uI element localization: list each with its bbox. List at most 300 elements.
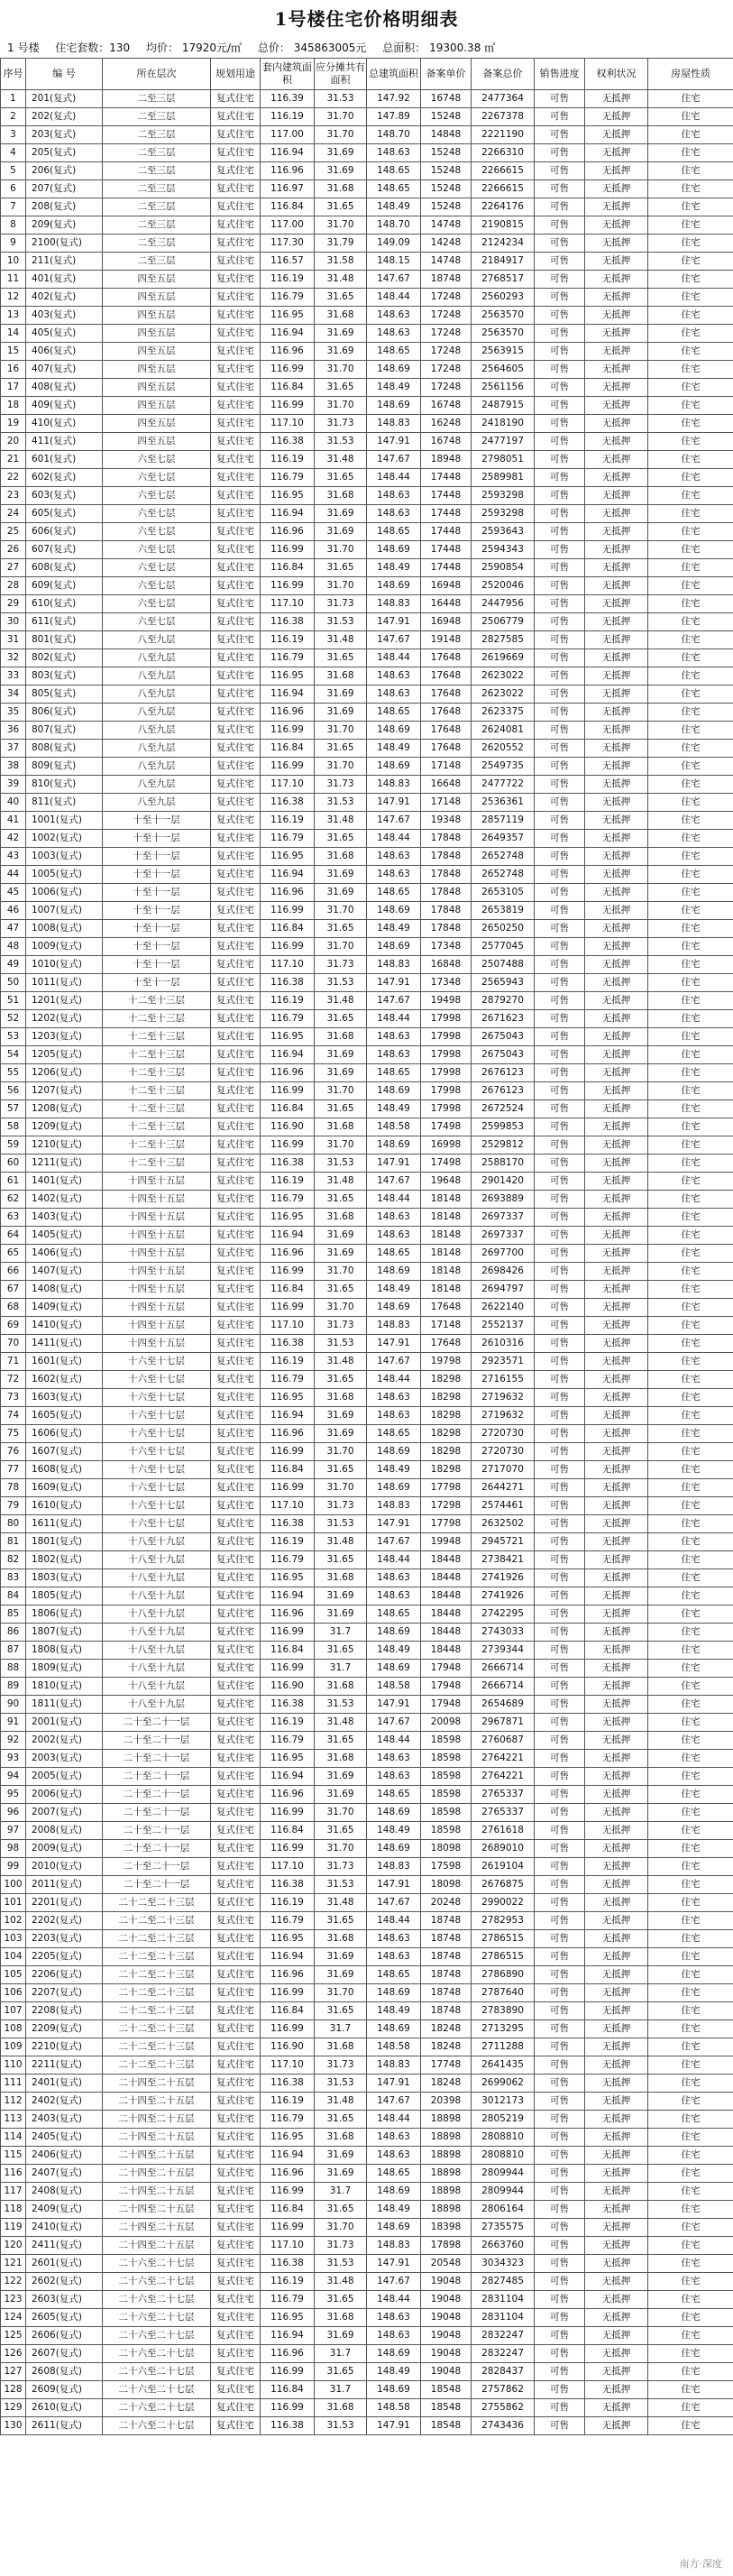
- cell-col-floor: 二十二至二十三层: [103, 2038, 211, 2056]
- cell-col-index: 7: [1, 198, 26, 216]
- cell-col-sale-status: 可售: [535, 1551, 585, 1569]
- cell-col-shared-area: 31.48: [315, 812, 367, 830]
- cell-col-unit-price: 17998: [421, 1010, 472, 1028]
- cell-col-sale-status: 可售: [535, 2345, 585, 2363]
- cell-col-property-type: 住宅: [648, 559, 733, 577]
- cell-col-total-area: 148.63: [367, 685, 421, 704]
- cell-col-unit-price: 18898: [421, 2111, 472, 2129]
- table-row: [1, 1515, 733, 1533]
- table-row: [1, 1750, 733, 1768]
- table-row: [1, 1317, 733, 1335]
- cell-col-index: 29: [1, 595, 26, 613]
- cell-col-rights: 无抵押: [585, 1894, 648, 1912]
- cell-col-rights: 无抵押: [585, 1551, 648, 1569]
- cell-col-property-type: 住宅: [648, 1407, 733, 1425]
- cell-col-shared-area: 31.69: [315, 866, 367, 884]
- cell-col-total-area: 148.69: [367, 1840, 421, 1858]
- cell-col-unit-price: 16248: [421, 415, 472, 433]
- cell-col-total-area: 148.63: [367, 2327, 421, 2345]
- cell-col-property-type: 住宅: [648, 1822, 733, 1840]
- cell-col-unit-price: 20398: [421, 2093, 472, 2111]
- cell-col-usage: 复式住宅: [211, 198, 261, 216]
- cell-col-code: 2607(复式): [26, 2345, 103, 2363]
- table-row: [1, 1984, 733, 2002]
- cell-col-property-type: 住宅: [648, 2273, 733, 2291]
- cell-col-inner-area: 116.38: [261, 1515, 315, 1533]
- cell-col-floor: 二十四至二十五层: [103, 2237, 211, 2255]
- cell-col-code: 2003(复式): [26, 1750, 103, 1768]
- cell-col-total-price: 2561156: [472, 379, 535, 397]
- cell-col-property-type: 住宅: [648, 1840, 733, 1858]
- table-row: [1, 992, 733, 1010]
- cell-col-usage: 复式住宅: [211, 1876, 261, 1894]
- cell-col-floor: 二十二至二十三层: [103, 2002, 211, 2020]
- cell-col-property-type: 住宅: [648, 2417, 733, 2435]
- cell-col-total-price: 2619104: [472, 1858, 535, 1876]
- cell-col-total-price: 2588170: [472, 1155, 535, 1173]
- cell-col-index: 120: [1, 2237, 26, 2255]
- cell-col-total-price: 2831104: [472, 2309, 535, 2327]
- cell-col-total-area: 148.83: [367, 2237, 421, 2255]
- cell-col-sale-status: 可售: [535, 325, 585, 343]
- cell-col-shared-area: 31.70: [315, 577, 367, 595]
- cell-col-unit-price: 18598: [421, 1786, 472, 1804]
- table-row: [1, 1227, 733, 1245]
- cell-col-code: 603(复式): [26, 487, 103, 505]
- table-row: [1, 1100, 733, 1118]
- cell-col-total-area: 149.09: [367, 235, 421, 253]
- cell-col-total-area: 148.69: [367, 2219, 421, 2237]
- cell-col-total-price: 2697700: [472, 1245, 535, 1263]
- cell-col-floor: 六至七层: [103, 469, 211, 487]
- cell-col-rights: 无抵押: [585, 1371, 648, 1389]
- cell-col-total-price: 2990022: [472, 1894, 535, 1912]
- table-row: [1, 289, 733, 307]
- cell-col-property-type: 住宅: [648, 613, 733, 631]
- cell-col-sale-status: 可售: [535, 1479, 585, 1497]
- cell-col-index: 54: [1, 1046, 26, 1064]
- cell-col-sale-status: 可售: [535, 1768, 585, 1786]
- cell-col-inner-area: 116.94: [261, 1407, 315, 1425]
- cell-col-property-type: 住宅: [648, 1858, 733, 1876]
- cell-col-sale-status: 可售: [535, 1804, 585, 1822]
- cell-col-floor: 十二至十三层: [103, 1046, 211, 1064]
- cell-col-floor: 十八至十九层: [103, 1660, 211, 1678]
- cell-col-inner-area: 116.79: [261, 289, 315, 307]
- cell-col-shared-area: 31.73: [315, 776, 367, 794]
- cell-col-index: 32: [1, 649, 26, 667]
- cell-col-property-type: 住宅: [648, 2345, 733, 2363]
- cell-col-total-price: 2623375: [472, 704, 535, 722]
- cell-col-rights: 无抵押: [585, 2417, 648, 2435]
- cell-col-shared-area: 31.65: [315, 1100, 367, 1118]
- cell-col-rights: 无抵押: [585, 1569, 648, 1587]
- cell-col-index: 123: [1, 2291, 26, 2309]
- cell-col-total-price: 2672524: [472, 1100, 535, 1118]
- cell-col-total-area: 148.49: [367, 1281, 421, 1299]
- cell-col-usage: 复式住宅: [211, 1750, 261, 1768]
- table-row: [1, 505, 733, 523]
- cell-col-code: 601(复式): [26, 451, 103, 469]
- cell-col-inner-area: 116.99: [261, 2183, 315, 2201]
- cell-col-shared-area: 31.53: [315, 2075, 367, 2093]
- cell-col-inner-area: 116.84: [261, 198, 315, 216]
- cell-col-total-area: 148.69: [367, 1136, 421, 1155]
- cell-col-unit-price: 19048: [421, 2291, 472, 2309]
- cell-col-inner-area: 116.95: [261, 1569, 315, 1587]
- cell-col-index: 126: [1, 2345, 26, 2363]
- cell-col-usage: 复式住宅: [211, 523, 261, 541]
- table-row: [1, 649, 733, 667]
- cell-col-total-area: 148.63: [367, 866, 421, 884]
- cell-col-index: 102: [1, 1912, 26, 1930]
- table-row: [1, 1840, 733, 1858]
- table-row: [1, 2129, 733, 2147]
- cell-col-rights: 无抵押: [585, 271, 648, 289]
- cell-col-sale-status: 可售: [535, 1335, 585, 1353]
- cell-col-usage: 复式住宅: [211, 2255, 261, 2273]
- cell-col-sale-status: 可售: [535, 2093, 585, 2111]
- cell-col-floor: 二十二至二十三层: [103, 1894, 211, 1912]
- cell-col-unit-price: 18098: [421, 1876, 472, 1894]
- cell-col-sale-status: 可售: [535, 1858, 585, 1876]
- cell-col-total-area: 147.67: [367, 631, 421, 649]
- cell-col-rights: 无抵押: [585, 812, 648, 830]
- cell-col-floor: 二十六至二十七层: [103, 2309, 211, 2327]
- cell-col-total-price: 2221190: [472, 126, 535, 144]
- cell-col-usage: 复式住宅: [211, 1281, 261, 1299]
- cell-col-total-area: 148.63: [367, 2309, 421, 2327]
- cell-col-index: 22: [1, 469, 26, 487]
- cell-col-code: 2008(复式): [26, 1822, 103, 1840]
- cell-col-usage: 复式住宅: [211, 2381, 261, 2399]
- cell-col-floor: 二十至二十一层: [103, 1876, 211, 1894]
- cell-col-usage: 复式住宅: [211, 1624, 261, 1642]
- cell-col-code: 1007(复式): [26, 902, 103, 920]
- cell-col-code: 802(复式): [26, 649, 103, 667]
- cell-col-rights: 无抵押: [585, 848, 648, 866]
- cell-col-unit-price: 15248: [421, 108, 472, 126]
- cell-col-shared-area: 31.69: [315, 1245, 367, 1263]
- cell-col-inner-area: 116.94: [261, 1227, 315, 1245]
- cell-col-total-price: 2652748: [472, 848, 535, 866]
- cell-col-code: 2610(复式): [26, 2399, 103, 2417]
- cell-col-property-type: 住宅: [648, 1082, 733, 1100]
- cell-col-inner-area: 116.79: [261, 2111, 315, 2129]
- cell-col-usage: 复式住宅: [211, 1046, 261, 1064]
- unit-count: 住宅套数：130: [55, 41, 131, 54]
- cell-col-usage: 复式住宅: [211, 1786, 261, 1804]
- cell-col-unit-price: 17848: [421, 830, 472, 848]
- cell-col-code: 1409(复式): [26, 1299, 103, 1317]
- cell-col-rights: 无抵押: [585, 126, 648, 144]
- cell-col-code: 1006(复式): [26, 884, 103, 902]
- cell-col-total-area: 148.65: [367, 1425, 421, 1443]
- cell-col-usage: 复式住宅: [211, 1425, 261, 1443]
- cell-col-sale-status: 可售: [535, 2237, 585, 2255]
- cell-col-code: 2006(复式): [26, 1786, 103, 1804]
- cell-col-total-price: 2264176: [472, 198, 535, 216]
- cell-col-unit-price: 17798: [421, 1515, 472, 1533]
- cell-col-inner-area: 116.97: [261, 180, 315, 198]
- cell-col-floor: 二十四至二十五层: [103, 2111, 211, 2129]
- cell-col-total-area: 148.58: [367, 2399, 421, 2417]
- cell-col-shared-area: 31.68: [315, 2129, 367, 2147]
- cell-col-sale-status: 可售: [535, 289, 585, 307]
- cell-col-sale-status: 可售: [535, 1605, 585, 1624]
- cell-col-inner-area: 117.10: [261, 415, 315, 433]
- cell-col-total-area: 148.49: [367, 2363, 421, 2381]
- cell-col-inner-area: 117.10: [261, 2056, 315, 2075]
- table-row: [1, 902, 733, 920]
- table-row: [1, 794, 733, 812]
- cell-col-code: 1010(复式): [26, 956, 103, 974]
- cell-col-usage: 复式住宅: [211, 1479, 261, 1497]
- cell-col-rights: 无抵押: [585, 2020, 648, 2038]
- cell-col-usage: 复式住宅: [211, 2363, 261, 2381]
- cell-col-shared-area: 31.70: [315, 361, 367, 379]
- cell-col-property-type: 住宅: [648, 1642, 733, 1660]
- cell-col-sale-status: 可售: [535, 1100, 585, 1118]
- cell-col-total-area: 148.69: [367, 1660, 421, 1678]
- cell-col-shared-area: 31.7: [315, 2183, 367, 2201]
- cell-col-total-area: 148.83: [367, 415, 421, 433]
- cell-col-shared-area: 31.70: [315, 1443, 367, 1461]
- cell-col-rights: 无抵押: [585, 1948, 648, 1966]
- table-row: [1, 2363, 733, 2381]
- cell-col-property-type: 住宅: [648, 1299, 733, 1317]
- cell-col-usage: 复式住宅: [211, 1100, 261, 1118]
- cell-col-code: 1605(复式): [26, 1407, 103, 1425]
- cell-col-sale-status: 可售: [535, 1948, 585, 1966]
- cell-col-sale-status: 可售: [535, 144, 585, 162]
- cell-col-total-area: 148.49: [367, 2002, 421, 2020]
- cell-col-total-area: 148.83: [367, 1317, 421, 1335]
- watermark-text: 南方·深度: [679, 2558, 722, 2570]
- cell-col-sale-status: 可售: [535, 1587, 585, 1605]
- cell-col-code: 2408(复式): [26, 2183, 103, 2201]
- cell-col-property-type: 住宅: [648, 541, 733, 559]
- cell-col-code: 2403(复式): [26, 2111, 103, 2129]
- cell-col-unit-price: 18548: [421, 2417, 472, 2435]
- cell-col-floor: 四至五层: [103, 379, 211, 397]
- cell-col-sale-status: 可售: [535, 722, 585, 740]
- cell-col-rights: 无抵押: [585, 505, 648, 523]
- cell-col-floor: 十六至十七层: [103, 1371, 211, 1389]
- cell-col-total-area: 148.44: [367, 1912, 421, 1930]
- cell-col-code: 2401(复式): [26, 2075, 103, 2093]
- cell-col-floor: 十四至十五层: [103, 1317, 211, 1335]
- cell-col-code: 2209(复式): [26, 2020, 103, 2038]
- cell-col-index: 14: [1, 325, 26, 343]
- cell-col-unit-price: 17448: [421, 487, 472, 505]
- cell-col-sale-status: 可售: [535, 1173, 585, 1191]
- header-col-total-area: 总建筑面积: [367, 59, 421, 90]
- cell-col-shared-area: 31.68: [315, 1118, 367, 1136]
- cell-col-unit-price: 17148: [421, 758, 472, 776]
- cell-col-code: 202(复式): [26, 108, 103, 126]
- cell-col-property-type: 住宅: [648, 1155, 733, 1173]
- cell-col-unit-price: 18298: [421, 1443, 472, 1461]
- table-row: [1, 1010, 733, 1028]
- cell-col-floor: 十四至十五层: [103, 1335, 211, 1353]
- cell-col-unit-price: 19048: [421, 2309, 472, 2327]
- cell-col-rights: 无抵押: [585, 1696, 648, 1714]
- cell-col-usage: 复式住宅: [211, 812, 261, 830]
- table-row: [1, 974, 733, 992]
- cell-col-rights: 无抵押: [585, 1028, 648, 1046]
- cell-col-property-type: 住宅: [648, 343, 733, 361]
- cell-col-code: 1610(复式): [26, 1497, 103, 1515]
- cell-col-index: 110: [1, 2056, 26, 2075]
- cell-col-code: 2100(复式): [26, 235, 103, 253]
- cell-col-total-price: 2967871: [472, 1714, 535, 1732]
- cell-col-total-price: 2741926: [472, 1569, 535, 1587]
- cell-col-index: 57: [1, 1100, 26, 1118]
- cell-col-index: 58: [1, 1118, 26, 1136]
- cell-col-shared-area: 31.65: [315, 559, 367, 577]
- table-row: [1, 559, 733, 577]
- cell-col-usage: 复式住宅: [211, 2056, 261, 2075]
- cell-col-total-price: 2805219: [472, 2111, 535, 2129]
- cell-col-code: 2203(复式): [26, 1930, 103, 1948]
- cell-col-floor: 十至十一层: [103, 884, 211, 902]
- cell-col-rights: 无抵押: [585, 2129, 648, 2147]
- cell-col-sale-status: 可售: [535, 271, 585, 289]
- cell-col-usage: 复式住宅: [211, 1804, 261, 1822]
- cell-col-inner-area: 117.10: [261, 956, 315, 974]
- table-row: [1, 920, 733, 938]
- table-row: [1, 1209, 733, 1227]
- cell-col-shared-area: 31.68: [315, 1389, 367, 1407]
- cell-col-usage: 复式住宅: [211, 2093, 261, 2111]
- cell-col-usage: 复式住宅: [211, 2165, 261, 2183]
- table-row: [1, 1335, 733, 1353]
- cell-col-total-price: 2599853: [472, 1118, 535, 1136]
- cell-col-inner-area: 116.95: [261, 667, 315, 685]
- cell-col-total-area: 148.69: [367, 1082, 421, 1100]
- cell-col-property-type: 住宅: [648, 740, 733, 758]
- cell-col-total-price: 2808810: [472, 2129, 535, 2147]
- cell-col-code: 1202(复式): [26, 1010, 103, 1028]
- cell-col-total-area: 148.63: [367, 1750, 421, 1768]
- cell-col-total-price: 2649357: [472, 830, 535, 848]
- cell-col-unit-price: 18398: [421, 2219, 472, 2237]
- cell-col-inner-area: 116.99: [261, 902, 315, 920]
- cell-col-usage: 复式住宅: [211, 577, 261, 595]
- cell-col-property-type: 住宅: [648, 198, 733, 216]
- cell-col-index: 99: [1, 1858, 26, 1876]
- cell-col-code: 207(复式): [26, 180, 103, 198]
- cell-col-total-area: 148.63: [367, 1587, 421, 1605]
- cell-col-floor: 二十至二十一层: [103, 1858, 211, 1876]
- cell-col-code: 1803(复式): [26, 1569, 103, 1587]
- cell-col-floor: 四至五层: [103, 343, 211, 361]
- cell-col-total-price: 2827485: [472, 2273, 535, 2291]
- cell-col-sale-status: 可售: [535, 2309, 585, 2327]
- table-row: [1, 343, 733, 361]
- cell-col-property-type: 住宅: [648, 1209, 733, 1227]
- cell-col-unit-price: 17248: [421, 343, 472, 361]
- cell-col-sale-status: 可售: [535, 415, 585, 433]
- cell-col-unit-price: 17898: [421, 2237, 472, 2255]
- cell-col-usage: 复式住宅: [211, 1245, 261, 1263]
- cell-col-rights: 无抵押: [585, 1840, 648, 1858]
- cell-col-total-price: 2641435: [472, 2056, 535, 2075]
- cell-col-floor: 二至三层: [103, 126, 211, 144]
- cell-col-rights: 无抵押: [585, 2273, 648, 2291]
- cell-col-total-price: 2563915: [472, 343, 535, 361]
- table-row: [1, 631, 733, 649]
- cell-col-rights: 无抵押: [585, 1046, 648, 1064]
- cell-col-total-price: 2564605: [472, 361, 535, 379]
- cell-col-index: 64: [1, 1227, 26, 1245]
- cell-col-sale-status: 可售: [535, 1497, 585, 1515]
- cell-col-sale-status: 可售: [535, 992, 585, 1010]
- cell-col-unit-price: 17998: [421, 1046, 472, 1064]
- cell-col-total-area: 148.69: [367, 1443, 421, 1461]
- cell-col-total-area: 148.69: [367, 1984, 421, 2002]
- cell-col-usage: 复式住宅: [211, 397, 261, 415]
- cell-col-property-type: 住宅: [648, 1732, 733, 1750]
- cell-col-property-type: 住宅: [648, 776, 733, 794]
- cell-col-unit-price: 19048: [421, 2273, 472, 2291]
- cell-col-shared-area: 31.48: [315, 2273, 367, 2291]
- cell-col-sale-status: 可售: [535, 433, 585, 451]
- cell-col-usage: 复式住宅: [211, 1678, 261, 1696]
- cell-col-index: 104: [1, 1948, 26, 1966]
- cell-col-total-area: 148.65: [367, 1605, 421, 1624]
- cell-col-unit-price: 17498: [421, 1155, 472, 1173]
- cell-col-rights: 无抵押: [585, 523, 648, 541]
- cell-col-rights: 无抵押: [585, 2345, 648, 2363]
- cell-col-index: 72: [1, 1371, 26, 1389]
- cell-col-shared-area: 31.65: [315, 289, 367, 307]
- cell-col-property-type: 住宅: [648, 830, 733, 848]
- cell-col-sale-status: 可售: [535, 1353, 585, 1371]
- cell-col-usage: 复式住宅: [211, 1389, 261, 1407]
- cell-col-property-type: 住宅: [648, 812, 733, 830]
- cell-col-unit-price: 18448: [421, 1624, 472, 1642]
- header-col-floor: 所在层次: [103, 59, 211, 90]
- cell-col-unit-price: 17448: [421, 523, 472, 541]
- cell-col-usage: 复式住宅: [211, 1515, 261, 1533]
- cell-col-code: 403(复式): [26, 307, 103, 325]
- cell-col-index: 96: [1, 1804, 26, 1822]
- cell-col-usage: 复式住宅: [211, 1551, 261, 1569]
- cell-col-usage: 复式住宅: [211, 144, 261, 162]
- cell-col-inner-area: 116.84: [261, 2201, 315, 2219]
- cell-col-shared-area: 31.65: [315, 379, 367, 397]
- cell-col-unit-price: 15248: [421, 180, 472, 198]
- cell-col-floor: 四至五层: [103, 325, 211, 343]
- cell-col-total-area: 148.63: [367, 325, 421, 343]
- cell-col-sale-status: 可售: [535, 938, 585, 956]
- cell-col-property-type: 住宅: [648, 1569, 733, 1587]
- cell-col-usage: 复式住宅: [211, 1533, 261, 1551]
- cell-col-shared-area: 31.70: [315, 758, 367, 776]
- cell-col-property-type: 住宅: [648, 1191, 733, 1209]
- cell-col-unit-price: 17798: [421, 1479, 472, 1497]
- table-row: [1, 830, 733, 848]
- cell-col-total-area: 148.44: [367, 1010, 421, 1028]
- cell-col-usage: 复式住宅: [211, 1696, 261, 1714]
- cell-col-index: 45: [1, 884, 26, 902]
- cell-col-unit-price: 17748: [421, 2056, 472, 2075]
- cell-col-index: 27: [1, 559, 26, 577]
- cell-col-shared-area: 31.65: [315, 1912, 367, 1930]
- cell-col-total-area: 147.67: [367, 1894, 421, 1912]
